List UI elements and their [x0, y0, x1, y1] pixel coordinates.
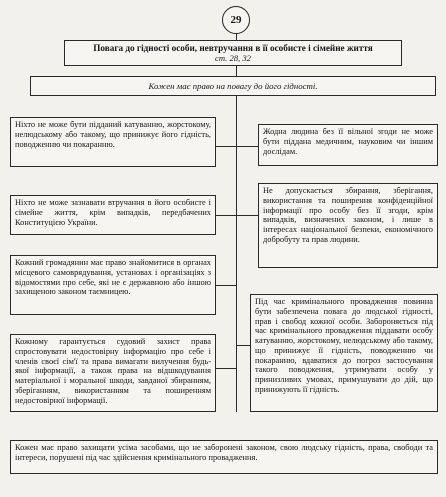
diagram-number-badge: 29: [222, 6, 250, 34]
right-box-confidential-info: Не допускається збирання, зберігання, використання та поширення конфіденційної інформації про особу без її згоди, крім випадків, визначених законом, і лише в інтересах національної безпеки, економічного добробуту та прав людини.: [258, 183, 438, 268]
header-title: Повага до гідності особи, невтручання в її особисте і сімейне життя: [93, 43, 373, 53]
connector-trunk: [236, 96, 237, 412]
footer-box: Кожен має право захищати усіма засобами, що не заборонені законом, свою людську гідність, права, свободи та інтереси, порушені під час здійснення кримінального провадження.: [10, 440, 438, 474]
intro-box: Кожен має право на повагу до його гідності.: [30, 76, 436, 96]
connector-branch-4: [216, 368, 236, 369]
header-subtitle: ст. 28, 32: [215, 52, 251, 63]
left-box-judicial-protection: Кожному гарантується судовий захист права спростовувати недостовірну інформацію про себе і членів своєї сім'ї та права вимагати вилучення будь-якої інформації, а також права на відшкодування матеріальної і моральної шкоди, завданої збиранням, зберіганням, використанням та поширенням недостовірної інформації.: [10, 334, 216, 412]
left-box-torture: Ніхто не може бути підданий катуванню, жорстокому, нелюдському або такому, що принижує його гідність, поводженню чи покаранню.: [10, 117, 216, 167]
connector-title-intro: [236, 66, 237, 76]
connector-branch-3: [216, 285, 236, 286]
left-box-information-access: Кожний громадянин має право знайомитися в органах місцевого самоврядування, установах і організаціях з відомостями про себе, які не є державною або іншою захищеною законом таємницею.: [10, 255, 216, 315]
header-box: [64, 40, 402, 66]
right-box-medical-experiments: Жодна людина без її вільної згоди не може бути піддана медичним, науковим чи іншим дослідам.: [258, 124, 438, 166]
right-box-criminal-proceedings: Під час кримінального провадження повинна бути забезпечена повага до людської гідності, прав і свобод кожної особи. Забороняється під час кримінального провадження піддавати особу катуванню, жорстокому, нелюдському або такому, що принижує її гідність, поводженню чи покаранню, вдаватися до погроз застосування такого поводження, утримувати особу у принизливих умовах, примушувати до дій, що принижують її гідність.: [250, 294, 438, 412]
connector-branch-2: [216, 215, 258, 216]
left-box-privacy: Ніхто не може зазнавати втручання в його особисте і сімейне життя, крім випадків, передбачених Конституцією України.: [10, 195, 216, 235]
connector-branch-1: [216, 146, 258, 147]
connector-branch-5: [236, 345, 250, 346]
